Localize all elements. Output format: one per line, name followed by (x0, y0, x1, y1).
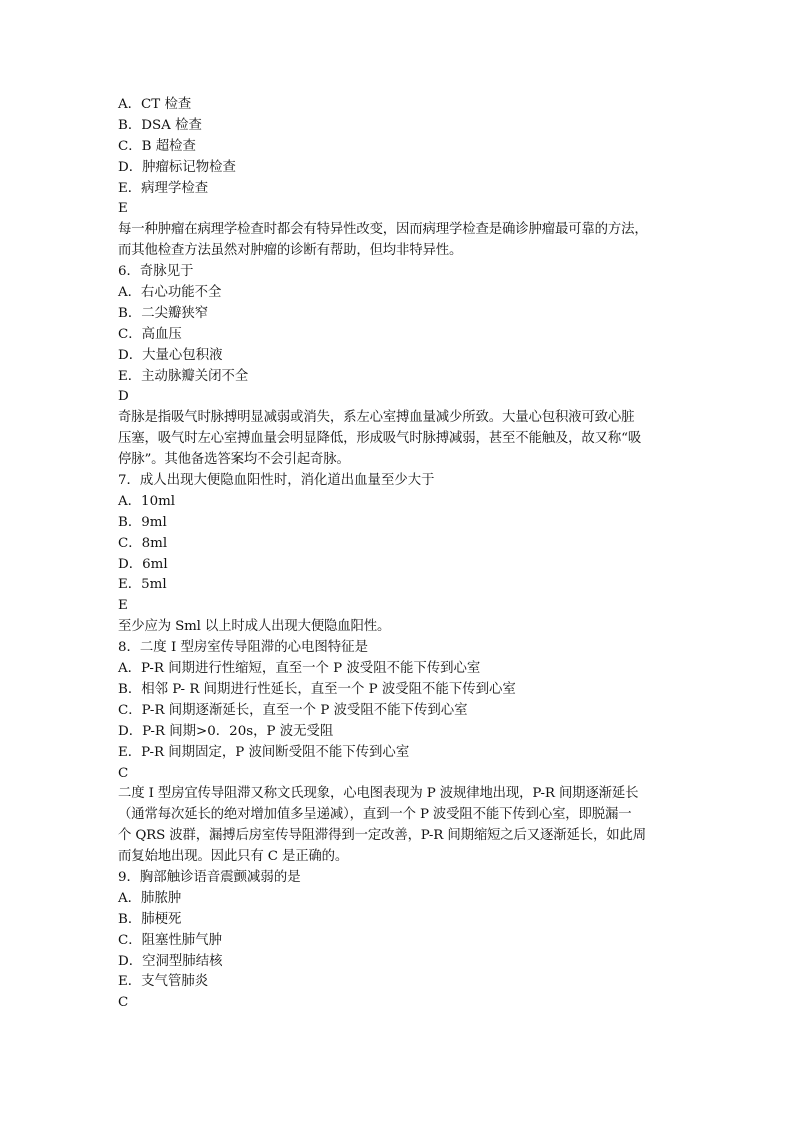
option-line: E．5ml (118, 577, 167, 593)
answer-line: C (118, 765, 129, 781)
option-line: C．8ml (118, 535, 168, 551)
explanation-line: （通常每次延长的绝对增加值多呈递减），直到一个 P 波受阻不能下传到心室，即脱漏一 (118, 807, 632, 823)
option-line: A．肺脓肿 (118, 890, 182, 906)
option-line: C．P-R 间期逐渐延长，直至一个 P 波受阻不能下传到心室 (118, 702, 468, 718)
question-line: 6．奇脉见于 (118, 264, 194, 280)
option-line: D．P-R 间期>0．20s，P 波无受阻 (118, 723, 334, 739)
answer-line: E (118, 598, 128, 614)
option-line: B．二尖瓣狭窄 (118, 305, 209, 321)
option-line: E．主动脉瓣关闭不全 (118, 368, 249, 384)
answer-line: D (118, 389, 129, 405)
option-line: B．DSA 检查 (118, 117, 202, 133)
option-line: C．阻塞性肺气肿 (118, 932, 222, 948)
explanation-line: 至少应为 Sml 以上时成人出现大便隐血阳性。 (118, 619, 391, 635)
option-line: D．大量心包积液 (118, 347, 223, 363)
option-line: E．支气管肺炎 (118, 974, 209, 990)
option-line: C．高血压 (118, 326, 182, 342)
explanation-line: 而复始地出现。因此只有 C 是正确的。 (118, 849, 349, 865)
question-line: 7．成人出现大便隐血阳性时，消化道出血量至少大于 (118, 473, 435, 489)
option-line: B．肺梗死 (118, 911, 182, 927)
question-line: 8．二度 I 型房室传导阻滞的心电图特征是 (118, 640, 368, 656)
explanation-line: 压塞，吸气时左心室搏血量会明显降低，形成吸气时脉搏减弱，甚至不能触及，故又称“吸 (118, 431, 642, 447)
document-page (118, 95, 678, 1014)
explanation-line: 奇脉是指吸气时脉搏明显减弱或消失，系左心室搏血量减少所致。大量心包积液可致心脏 (118, 410, 635, 426)
option-line: A．右心功能不全 (118, 285, 222, 301)
option-line: A．CT 检查 (118, 97, 192, 112)
option-line: D．空洞型肺结核 (118, 953, 223, 969)
option-line: E．病理学检查 (118, 180, 209, 196)
answer-line: E (118, 201, 128, 217)
option-line: D．肿瘤标记物检查 (118, 159, 236, 175)
option-line: B．9ml (118, 514, 167, 530)
question-line: 9．胸部触诊语音震颤减弱的是 (118, 869, 301, 885)
option-line: C．B 超检查 (118, 138, 196, 154)
explanation-line: 个 QRS 波群，漏搏后房室传导阻滞得到一定改善，P-R 间期缩短之后又逐渐延长，如此周 (118, 828, 646, 844)
answer-line: C (118, 995, 129, 1011)
explanation-line: 二度 I 型房宜传导阻滞又称文氏现象，心电图表现为 P 波规律地出现，P-R 间期逐渐延长 (118, 786, 639, 802)
option-line: E．P-R 间期固定，P 波间断受阻不能下传到心室 (118, 744, 410, 760)
option-line: A．10ml (118, 493, 176, 509)
option-line: D．6ml (118, 556, 168, 572)
option-line: B．相邻 P- R 间期进行性延长，直至一个 P 波受阻不能下传到心室 (118, 681, 516, 697)
explanation-line: 而其他检查方法虽然对肿瘤的诊断有帮助，但均非特异性。 (118, 243, 463, 259)
explanation-line: 每一种肿瘤在病理学检查时都会有特异性改变，因而病理学检查是确诊肿瘤最可靠的方法， (118, 222, 648, 238)
explanation-line: 停脉”。其他备选答案均不会引起奇脉。 (118, 452, 350, 468)
option-line: A．P-R 间期进行性缩短，直至一个 P 波受阻不能下传到心室 (118, 661, 481, 677)
